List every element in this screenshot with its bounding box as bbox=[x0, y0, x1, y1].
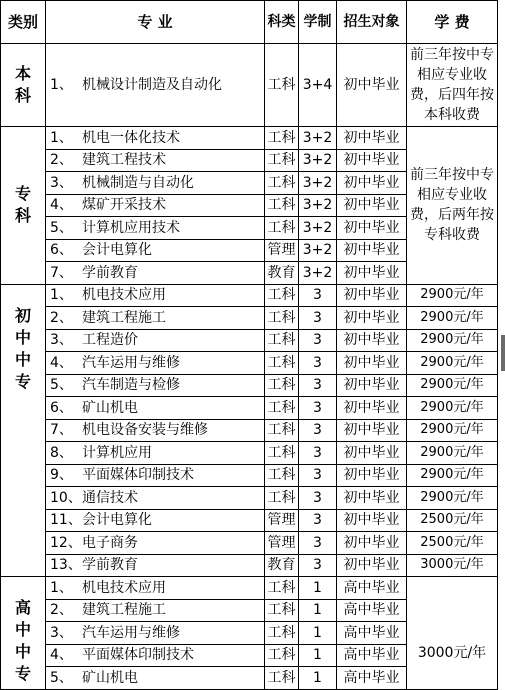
tuition-cell: 3000元/年 bbox=[407, 554, 498, 577]
length-cell: 1 bbox=[299, 599, 337, 622]
table-row bbox=[1, 509, 498, 532]
table-row bbox=[1, 307, 498, 330]
discipline-cell: 教育 bbox=[265, 262, 299, 285]
table-row bbox=[1, 554, 498, 577]
target-cell: 初中毕业 bbox=[337, 554, 407, 577]
discipline-cell: 工科 bbox=[265, 622, 299, 645]
major-number: 7、 bbox=[50, 422, 73, 439]
major-name: 矿山机电 bbox=[82, 669, 138, 686]
target-cell: 初中毕业 bbox=[337, 307, 407, 330]
length-cell: 3+2 bbox=[299, 149, 337, 172]
table-row bbox=[1, 374, 498, 397]
major-name: 通信技术 bbox=[82, 489, 138, 506]
table-row bbox=[1, 442, 498, 465]
target-cell: 初中毕业 bbox=[337, 352, 407, 375]
length-cell: 3 bbox=[299, 487, 337, 510]
major-name: 机电设备安装与维修 bbox=[82, 422, 208, 439]
major-cell bbox=[46, 217, 265, 240]
discipline-cell: 工科 bbox=[265, 667, 299, 690]
target-cell: 高中毕业 bbox=[337, 599, 407, 622]
length-cell: 3+2 bbox=[299, 217, 337, 240]
major-cell bbox=[46, 172, 265, 195]
tuition-cell: 2500元/年 bbox=[407, 509, 498, 532]
discipline-cell: 工科 bbox=[265, 374, 299, 397]
length-cell: 3+2 bbox=[299, 194, 337, 217]
major-name: 平面媒体印制技术 bbox=[82, 647, 194, 664]
major-number: 5、 bbox=[50, 219, 73, 236]
major-cell bbox=[46, 149, 265, 172]
category-label: 初 中 中 专 bbox=[1, 284, 46, 577]
major-number: 8、 bbox=[50, 444, 73, 461]
target-cell: 初中毕业 bbox=[337, 419, 407, 442]
major-cell bbox=[46, 554, 265, 577]
tuition-cell: 2900元/年 bbox=[407, 397, 498, 420]
major-cell bbox=[46, 127, 265, 150]
scrollbar-handle[interactable] bbox=[501, 335, 505, 371]
major-name: 学前教育 bbox=[82, 557, 138, 574]
major-cell bbox=[46, 329, 265, 352]
major-cell bbox=[46, 284, 265, 307]
target-cell: 初中毕业 bbox=[337, 172, 407, 195]
major-cell bbox=[46, 352, 265, 375]
tuition-cell: 2900元/年 bbox=[407, 329, 498, 352]
major-cell bbox=[46, 397, 265, 420]
target-cell: 初中毕业 bbox=[337, 217, 407, 240]
tuition-note: 3000元/年 bbox=[407, 577, 498, 690]
major-number: 6、 bbox=[50, 242, 73, 259]
tuition-cell: 2900元/年 bbox=[407, 284, 498, 307]
major-number: 2、 bbox=[50, 152, 73, 169]
table-row bbox=[1, 487, 498, 510]
major-name: 学前教育 bbox=[82, 264, 138, 281]
major-cell bbox=[46, 599, 265, 622]
length-cell: 3 bbox=[299, 374, 337, 397]
major-cell bbox=[46, 419, 265, 442]
major-number: 1、 bbox=[50, 129, 73, 146]
length-cell: 3+2 bbox=[299, 262, 337, 285]
tuition-cell: 2900元/年 bbox=[407, 442, 498, 465]
major-name: 电子商务 bbox=[82, 534, 138, 551]
major-name: 建筑工程施工 bbox=[82, 309, 166, 326]
target-cell: 高中毕业 bbox=[337, 644, 407, 667]
discipline-cell: 工科 bbox=[265, 352, 299, 375]
length-cell: 3+2 bbox=[299, 172, 337, 195]
major-name: 机电技术应用 bbox=[82, 287, 166, 304]
target-cell: 初中毕业 bbox=[337, 239, 407, 262]
major-cell bbox=[46, 442, 265, 465]
category-label: 专 科 bbox=[1, 127, 46, 285]
major-number: 6、 bbox=[50, 399, 73, 416]
discipline-cell: 工科 bbox=[265, 442, 299, 465]
header-tuition: 学 费 bbox=[407, 1, 498, 44]
target-cell: 初中毕业 bbox=[337, 262, 407, 285]
major-number: 5、 bbox=[50, 377, 73, 394]
major-name: 会计电算化 bbox=[82, 242, 152, 259]
category-label: 高 中 中 专 bbox=[1, 577, 46, 690]
tuition-cell: 2900元/年 bbox=[407, 307, 498, 330]
major-number: 13、 bbox=[50, 557, 82, 574]
length-cell: 3 bbox=[299, 442, 337, 465]
table-row bbox=[1, 127, 498, 150]
table-row bbox=[1, 577, 498, 600]
major-cell bbox=[46, 487, 265, 510]
major-name: 汽车运用与维修 bbox=[82, 354, 180, 371]
discipline-cell: 工科 bbox=[265, 644, 299, 667]
discipline-cell: 工科 bbox=[265, 419, 299, 442]
discipline-cell: 管理 bbox=[265, 509, 299, 532]
major-name: 矿山机电 bbox=[82, 399, 138, 416]
major-cell bbox=[46, 194, 265, 217]
major-number: 5、 bbox=[50, 669, 73, 686]
tuition-note: 前三年按中专相应专业收费，后四年按本科收费 bbox=[407, 44, 498, 127]
tuition-cell: 2900元/年 bbox=[407, 374, 498, 397]
table-row bbox=[1, 419, 498, 442]
major-number: 12、 bbox=[50, 534, 82, 551]
major-number: 3、 bbox=[50, 624, 73, 641]
major-number: 9、 bbox=[50, 467, 73, 484]
major-number: 1、 bbox=[50, 77, 73, 93]
major-cell bbox=[46, 644, 265, 667]
header-discipline: 科类 bbox=[265, 1, 299, 44]
major-cell bbox=[46, 239, 265, 262]
target-cell: 高中毕业 bbox=[337, 577, 407, 600]
major-name: 机械制造与自动化 bbox=[82, 174, 194, 191]
target-cell: 初中毕业 bbox=[337, 374, 407, 397]
discipline-cell: 工科 bbox=[265, 217, 299, 240]
target-cell: 初中毕业 bbox=[337, 149, 407, 172]
major-number: 11、 bbox=[50, 512, 82, 529]
length-cell: 3 bbox=[299, 329, 337, 352]
tuition-note: 前三年按中专相应专业收费，后两年按专科收费 bbox=[407, 127, 498, 285]
major-cell bbox=[46, 374, 265, 397]
discipline-cell: 工科 bbox=[265, 599, 299, 622]
major-cell bbox=[46, 532, 265, 555]
major-name: 机械设计制造及自动化 bbox=[82, 77, 222, 93]
target-cell: 初中毕业 bbox=[337, 44, 407, 127]
major-number: 3、 bbox=[50, 174, 73, 191]
table-row bbox=[1, 532, 498, 555]
major-number: 4、 bbox=[50, 647, 73, 664]
major-cell bbox=[46, 464, 265, 487]
major-number: 7、 bbox=[50, 264, 73, 281]
tuition-cell: 2900元/年 bbox=[407, 487, 498, 510]
length-cell: 3 bbox=[299, 352, 337, 375]
length-cell: 3+4 bbox=[299, 44, 337, 127]
tuition-cell: 2900元/年 bbox=[407, 419, 498, 442]
major-cell bbox=[46, 577, 265, 600]
major-name: 煤矿开采技术 bbox=[82, 197, 166, 214]
major-name: 平面媒体印制技术 bbox=[82, 467, 194, 484]
length-cell: 1 bbox=[299, 644, 337, 667]
discipline-cell: 工科 bbox=[265, 149, 299, 172]
category-label: 本 科 bbox=[1, 44, 46, 127]
target-cell: 初中毕业 bbox=[337, 532, 407, 555]
length-cell: 3 bbox=[299, 397, 337, 420]
header-row bbox=[1, 1, 498, 44]
discipline-cell: 工科 bbox=[265, 577, 299, 600]
length-cell: 3+2 bbox=[299, 239, 337, 262]
target-cell: 初中毕业 bbox=[337, 464, 407, 487]
major-name: 汽车制造与检修 bbox=[82, 377, 180, 394]
major-name: 机电一体化技术 bbox=[82, 129, 180, 146]
major-name: 建筑工程技术 bbox=[82, 152, 166, 169]
header-category: 类别 bbox=[1, 1, 46, 44]
target-cell: 初中毕业 bbox=[337, 194, 407, 217]
tuition-cell: 2900元/年 bbox=[407, 352, 498, 375]
target-cell: 高中毕业 bbox=[337, 622, 407, 645]
major-cell bbox=[46, 307, 265, 330]
major-name: 计算机应用 bbox=[82, 444, 152, 461]
discipline-cell: 工科 bbox=[265, 172, 299, 195]
length-cell: 3 bbox=[299, 509, 337, 532]
table-row bbox=[1, 284, 498, 307]
major-name: 计算机应用技术 bbox=[82, 219, 180, 236]
length-cell: 3 bbox=[299, 464, 337, 487]
table-row bbox=[1, 352, 498, 375]
major-number: 4、 bbox=[50, 354, 73, 371]
major-name: 工程造价 bbox=[82, 332, 138, 349]
major-number: 1、 bbox=[50, 287, 73, 304]
major-name: 建筑工程施工 bbox=[82, 602, 166, 619]
major-cell bbox=[46, 622, 265, 645]
target-cell: 高中毕业 bbox=[337, 667, 407, 690]
discipline-cell: 工科 bbox=[265, 284, 299, 307]
discipline-cell: 管理 bbox=[265, 239, 299, 262]
major-number: 2、 bbox=[50, 309, 73, 326]
major-number: 3、 bbox=[50, 332, 73, 349]
discipline-cell: 管理 bbox=[265, 532, 299, 555]
major-number: 1、 bbox=[50, 579, 73, 596]
major-name: 机电技术应用 bbox=[82, 579, 166, 596]
discipline-cell: 工科 bbox=[265, 329, 299, 352]
major-cell bbox=[46, 262, 265, 285]
table-row bbox=[1, 464, 498, 487]
major-cell bbox=[46, 667, 265, 690]
discipline-cell: 工科 bbox=[265, 127, 299, 150]
target-cell: 初中毕业 bbox=[337, 442, 407, 465]
target-cell: 初中毕业 bbox=[337, 284, 407, 307]
target-cell: 初中毕业 bbox=[337, 397, 407, 420]
length-cell: 3 bbox=[299, 554, 337, 577]
header-major: 专 业 bbox=[46, 1, 265, 44]
target-cell: 初中毕业 bbox=[337, 509, 407, 532]
length-cell: 1 bbox=[299, 622, 337, 645]
target-cell: 初中毕业 bbox=[337, 329, 407, 352]
major-cell bbox=[46, 509, 265, 532]
major-cell bbox=[46, 44, 265, 127]
length-cell: 1 bbox=[299, 667, 337, 690]
major-number: 4、 bbox=[50, 197, 73, 214]
discipline-cell: 工科 bbox=[265, 397, 299, 420]
tuition-cell: 2500元/年 bbox=[407, 532, 498, 555]
table-row bbox=[1, 397, 498, 420]
major-name: 汽车运用与维修 bbox=[82, 624, 180, 641]
major-number: 2、 bbox=[50, 602, 73, 619]
header-length: 学制 bbox=[299, 1, 337, 44]
length-cell: 1 bbox=[299, 577, 337, 600]
major-number: 10、 bbox=[50, 489, 82, 506]
table-row bbox=[1, 329, 498, 352]
table-row bbox=[1, 44, 498, 127]
discipline-cell: 工科 bbox=[265, 487, 299, 510]
discipline-cell: 工科 bbox=[265, 307, 299, 330]
discipline-cell: 工科 bbox=[265, 44, 299, 127]
major-name: 会计电算化 bbox=[82, 512, 152, 529]
discipline-cell: 工科 bbox=[265, 464, 299, 487]
length-cell: 3+2 bbox=[299, 127, 337, 150]
length-cell: 3 bbox=[299, 284, 337, 307]
length-cell: 3 bbox=[299, 532, 337, 555]
tuition-cell: 2900元/年 bbox=[407, 464, 498, 487]
header-target: 招生对象 bbox=[337, 1, 407, 44]
discipline-cell: 工科 bbox=[265, 194, 299, 217]
length-cell: 3 bbox=[299, 419, 337, 442]
discipline-cell: 教育 bbox=[265, 554, 299, 577]
target-cell: 初中毕业 bbox=[337, 127, 407, 150]
target-cell: 初中毕业 bbox=[337, 487, 407, 510]
length-cell: 3 bbox=[299, 307, 337, 330]
